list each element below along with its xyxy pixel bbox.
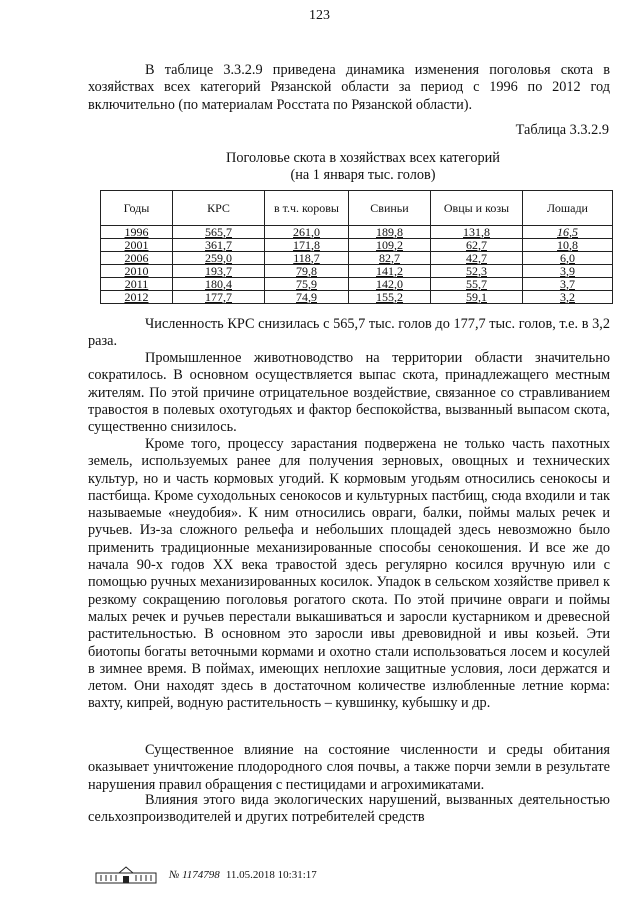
table-cell: 3,9 <box>523 265 613 278</box>
table-cell: 74,9 <box>265 291 349 304</box>
paragraph-krs: Численность КРС снизилась с 565,7 тыс. голов до 177,7 тыс. голов, т.е. в 3,2 раза. <box>88 316 610 350</box>
table-header-row <box>101 191 613 226</box>
table-cell: 6,0 <box>523 252 613 265</box>
table-cell: 55,7 <box>431 278 523 291</box>
table-cell: 361,7 <box>173 239 265 252</box>
table-cell: 62,7 <box>431 239 523 252</box>
paragraph-livestock: Промышленное животноводство на территории области значительно сократилось. В основном осуществляется выпас скота, принадлежащего местным жителям. По этой причине отрицательное воздействие, связанное со стравливанием травостоя в полевых охотугодьях и фактор беспокойства, вызванный выпасом скота, существенно снизилось. <box>88 350 610 436</box>
table-cell: 2006 <box>101 252 173 265</box>
footer <box>95 866 317 884</box>
paragraph-violations: Влияния этого вида экологических нарушений, вызванных деятельностью сельхозпроизводителей и других потребителей средств <box>88 792 610 826</box>
livestock-table <box>100 190 613 304</box>
table-cell: 141,2 <box>349 265 431 278</box>
table-row <box>101 239 613 252</box>
table-cell: 2011 <box>101 278 173 291</box>
table-cell: 2010 <box>101 265 173 278</box>
table-cell: 3,2 <box>523 291 613 304</box>
table-cell: 177,7 <box>173 291 265 304</box>
table-cell: 3,7 <box>523 278 613 291</box>
column-header: Свиньи <box>349 191 431 226</box>
table-title-line2: (на 1 января тыс. голов) <box>290 167 436 183</box>
column-header: КРС <box>173 191 265 226</box>
table-cell: 2012 <box>101 291 173 304</box>
column-header: Годы <box>101 191 173 226</box>
table-cell: 79,8 <box>265 265 349 278</box>
table-cell: 261,0 <box>265 226 349 239</box>
table-cell: 75,9 <box>265 278 349 291</box>
paragraph-overgrowth: Кроме того, процессу зарастания подвержена не только часть пахотных земель, используемых ранее для получения зерновых, овощных и технических культур, но и часть кормовых угодий. К кормовым угодьям относились сенокосы и пастбища. Кроме суходольных сенокосов и культурных пастбищ, сюда входили и так называемые «неудобия». К ним относились овраги, балки, поймы малых речек и ручьев. Из-за сложного рельефа и небольших площадей здесь невозможно было применить традиционные механизированные способы сенокошения. И все же до начала 90-х годов XX века травостой здесь регулярно косился вручную или с помощью ручных механизированных косилок. Упадок в сельском хозяйстве привел к резкому сокращению поголовья рогатого скота. По этой причине овраги и поймы малых речек и ручьев перестали выкашиваться и заросли кустарником и древесной растительностью. В основном это заросли ивы древовидной и ивы козьей. Эти биотопы богаты веточными кормами и охотно стали использоваться лосем и косулей в зимнее время. В поймах, имеющих неплохие защитные условия, лоси держатся и летом. Они находят здесь в достаточном количестве излюбленные летние корма: вахту, кипрей, водную растительность – кувшинку, кубышку и др. <box>88 436 610 712</box>
table-cell: 1996 <box>101 226 173 239</box>
column-header: Лошади <box>523 191 613 226</box>
table-cell: 82,7 <box>349 252 431 265</box>
table-row <box>101 252 613 265</box>
table-cell: 109,2 <box>349 239 431 252</box>
building-stamp-icon <box>95 866 157 884</box>
table-cell: 193,7 <box>173 265 265 278</box>
column-header: в т.ч. коровы <box>265 191 349 226</box>
table-cell: 180,4 <box>173 278 265 291</box>
document-number: № 1174798 <box>169 869 220 881</box>
table-row <box>101 278 613 291</box>
table-cell: 118,7 <box>265 252 349 265</box>
table-cell: 142,0 <box>349 278 431 291</box>
table-cell: 131,8 <box>431 226 523 239</box>
table-cell: 259,0 <box>173 252 265 265</box>
table-row <box>101 265 613 278</box>
table-cell: 189,8 <box>349 226 431 239</box>
intro-paragraph: В таблице 3.3.2.9 приведена динамика изменения поголовья скота в хозяйствах всех категорий Рязанской области за период с 1996 по 2012 год включительно (по материалам Росстата по Рязанской области). <box>88 62 610 113</box>
column-header: Овцы и козы <box>431 191 523 226</box>
paragraph-soil: Существенное влияние на состояние численности и среды обитания оказывает уничтожение плодородного слоя почвы, а также порчи земли в результате нарушения правил обращения с пестицидами и агрохимикатами. <box>88 742 610 793</box>
table-cell: 42,7 <box>431 252 523 265</box>
table-number: Таблица 3.3.2.9 <box>515 122 609 138</box>
table-title <box>88 150 638 184</box>
table-title-line1: Поголовье скота в хозяйствах всех категорий <box>226 150 500 166</box>
table-cell: 2001 <box>101 239 173 252</box>
table-cell: 52,3 <box>431 265 523 278</box>
table-cell: 10,8 <box>523 239 613 252</box>
table-cell: 16,5 <box>523 226 613 239</box>
table-row <box>101 226 613 239</box>
table-cell: 155,2 <box>349 291 431 304</box>
document-datetime: 11.05.2018 10:31:17 <box>225 869 317 881</box>
table-cell: 565,7 <box>173 226 265 239</box>
page-number: 123 <box>309 8 330 23</box>
table-cell: 171,8 <box>265 239 349 252</box>
table-row <box>101 291 613 304</box>
table-cell: 59,1 <box>431 291 523 304</box>
